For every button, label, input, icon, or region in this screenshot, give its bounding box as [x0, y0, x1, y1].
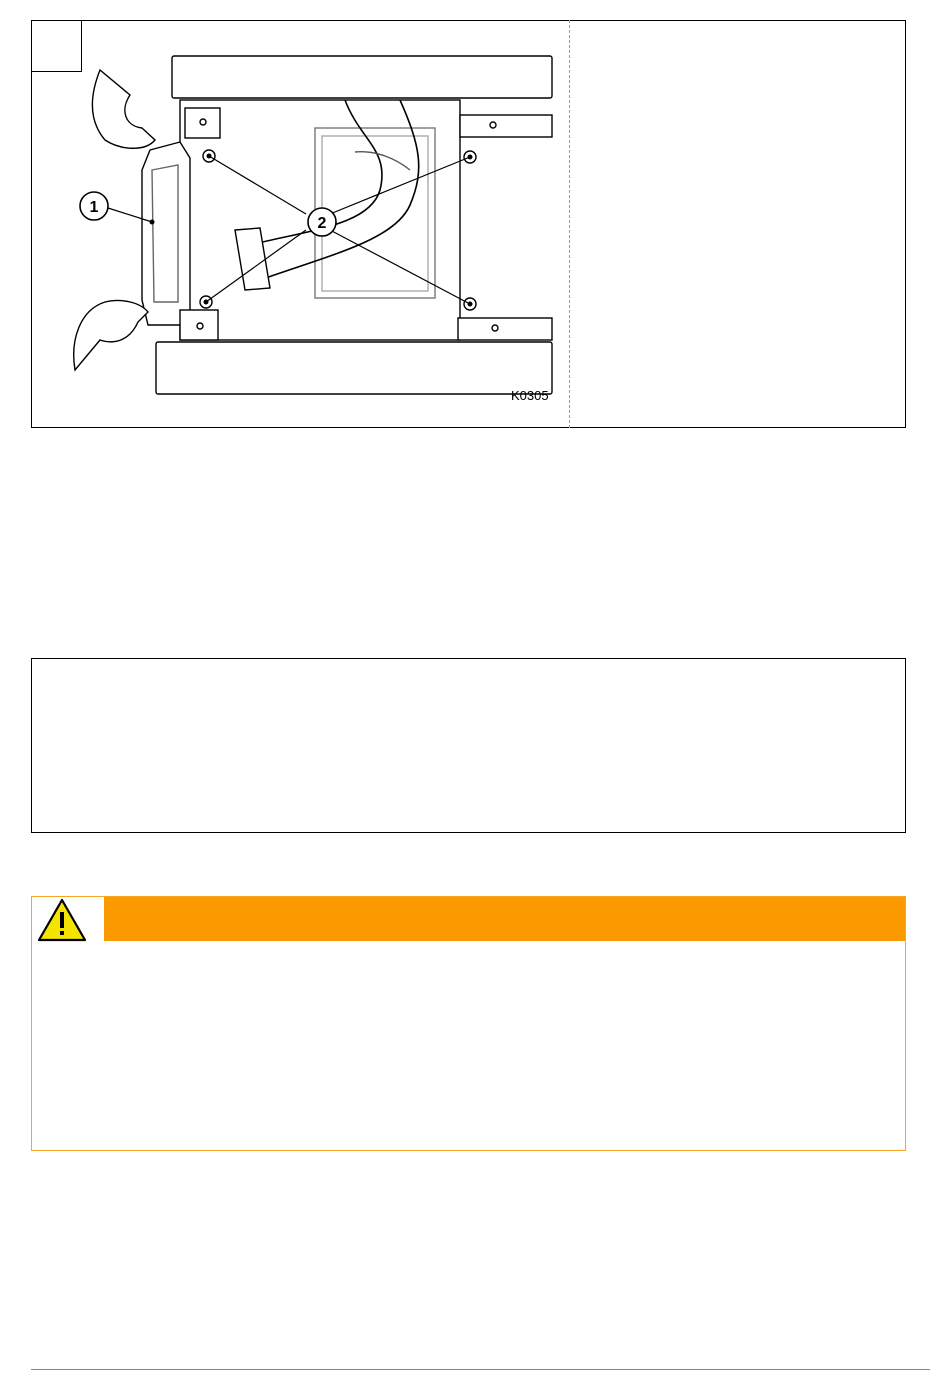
svg-text:2: 2 [317, 215, 327, 232]
figure-divider [569, 20, 570, 428]
figure-code: K0305 [511, 388, 549, 403]
callout-2 [308, 208, 336, 236]
callout-1 [80, 192, 108, 220]
illustration-technical-drawing [60, 40, 560, 410]
warning-triangle-icon [36, 897, 88, 943]
note-box [31, 658, 906, 833]
step-number-box [31, 20, 82, 72]
warning-header-bar [104, 897, 905, 941]
footer-rule [31, 1369, 930, 1370]
svg-text:1: 1 [89, 199, 99, 216]
